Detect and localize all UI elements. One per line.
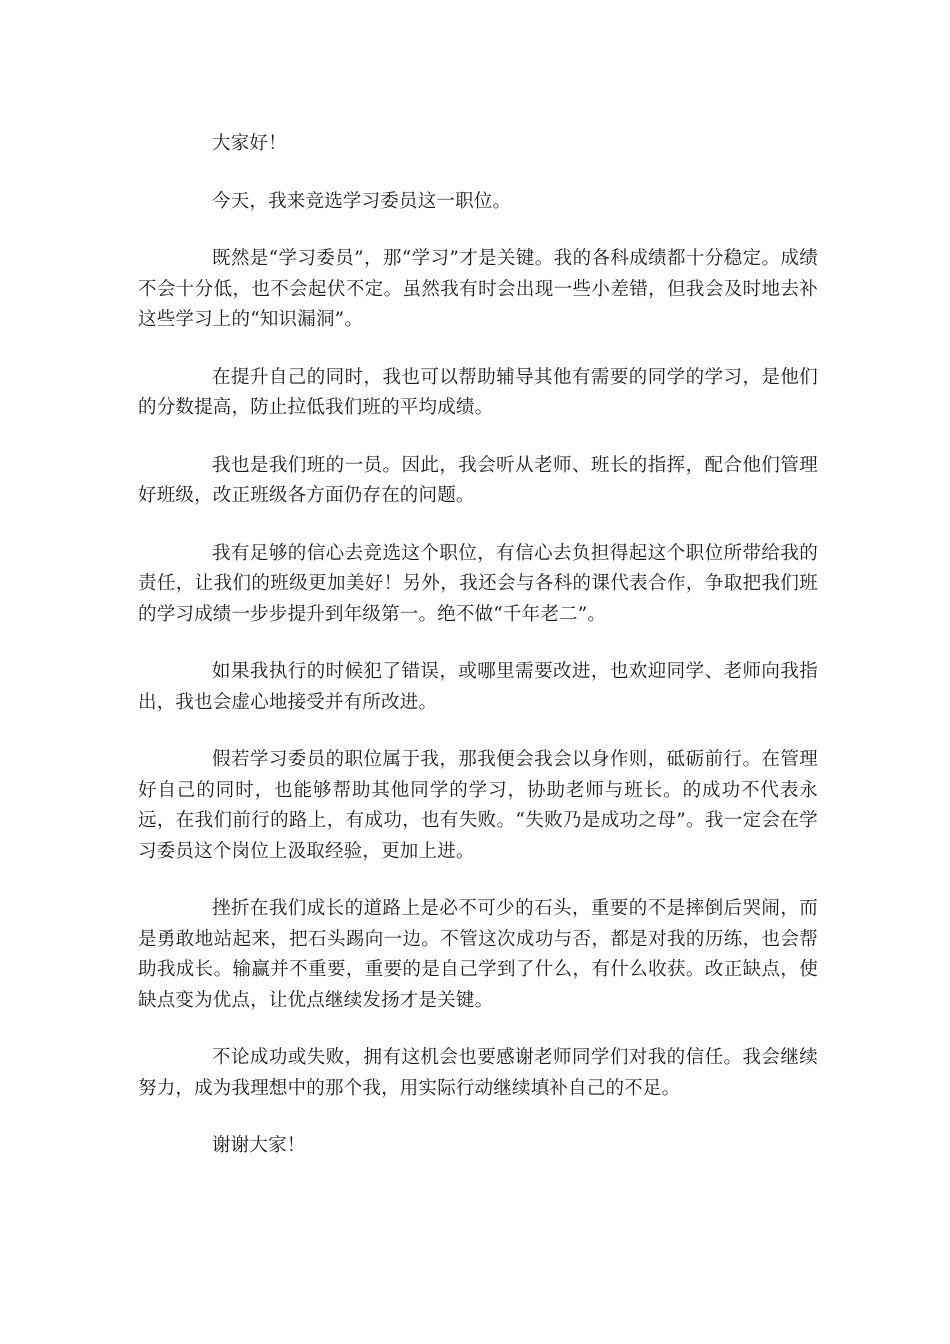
paragraph-gratitude: 不论成功或失败，拥有这机会也要感谢老师同学们对我的信任。我会继续努力，成为我理想中的那个我，用实际行动继续填补自己的不足。 xyxy=(138,1047,818,1099)
paragraph-confidence: 我有足够的信心去竞选这个职位，有信心去负担得起这个职位所带给我的责任，让我们的班级更加美好！另外，我还会与各科的课代表合作，争取把我们班的学习成绩一步步提升到年级第一。绝不做“千年老二”。 xyxy=(138,542,818,625)
paragraph-if-elected: 假若学习委员的职位属于我，那我便会我会以身作则，砥砺前行。在管理好自己的同时，也能够帮助其他同学的学习，协助老师与班长。的成功不代表永远，在我们前行的路上，有成功，也有失败。“失败乃是成功之母”。我一定会在学习委员这个岗位上汲取经验，更加上进。 xyxy=(138,749,818,862)
paragraph-intro: 今天，我来竞选学习委员这一职位。 xyxy=(212,190,512,212)
paragraph-greeting: 大家好！ xyxy=(212,133,287,154)
paragraph-accept-feedback: 如果我执行的时候犯了错误，或哪里需要改进，也欢迎同学、老师向我指出，我也会虚心地接受并有所改进。 xyxy=(138,661,818,713)
paragraph-class-member: 我也是我们班的一员。因此，我会听从老师、班长的指挥，配合他们管理好班级，改正班级各方面仍存在的问题。 xyxy=(138,454,818,506)
paragraph-closing: 谢谢大家！ xyxy=(212,1135,306,1156)
paragraph-study-key: 既然是“学习委员”，那“学习”才是关键。我的各科成绩都十分稳定。成绩不会十分低，也不会起伏不定。虽然我有时会出现一些小差错，但我会及时地去补这些学习上的“知识漏洞”。 xyxy=(138,248,818,330)
paragraph-setbacks: 挫折在我们成长的道路上是必不可少的石头，重要的不是摔倒后哭闹，而是勇敢地站起来，把石头踢向一边。不管这次成功与否，都是对我的历练，也会帮助我成长。输赢并不重要，重要的是自己学到了什么，有什么收获。改正缺点，使缺点变为优点，让优点继续发扬才是关键。 xyxy=(138,898,818,1011)
document-body xyxy=(138,129,818,1189)
paragraph-help-others: 在提升自己的同时，我也可以帮助辅导其他有需要的同学的学习，是他们的分数提高，防止拉低我们班的平均成绩。 xyxy=(138,366,818,418)
